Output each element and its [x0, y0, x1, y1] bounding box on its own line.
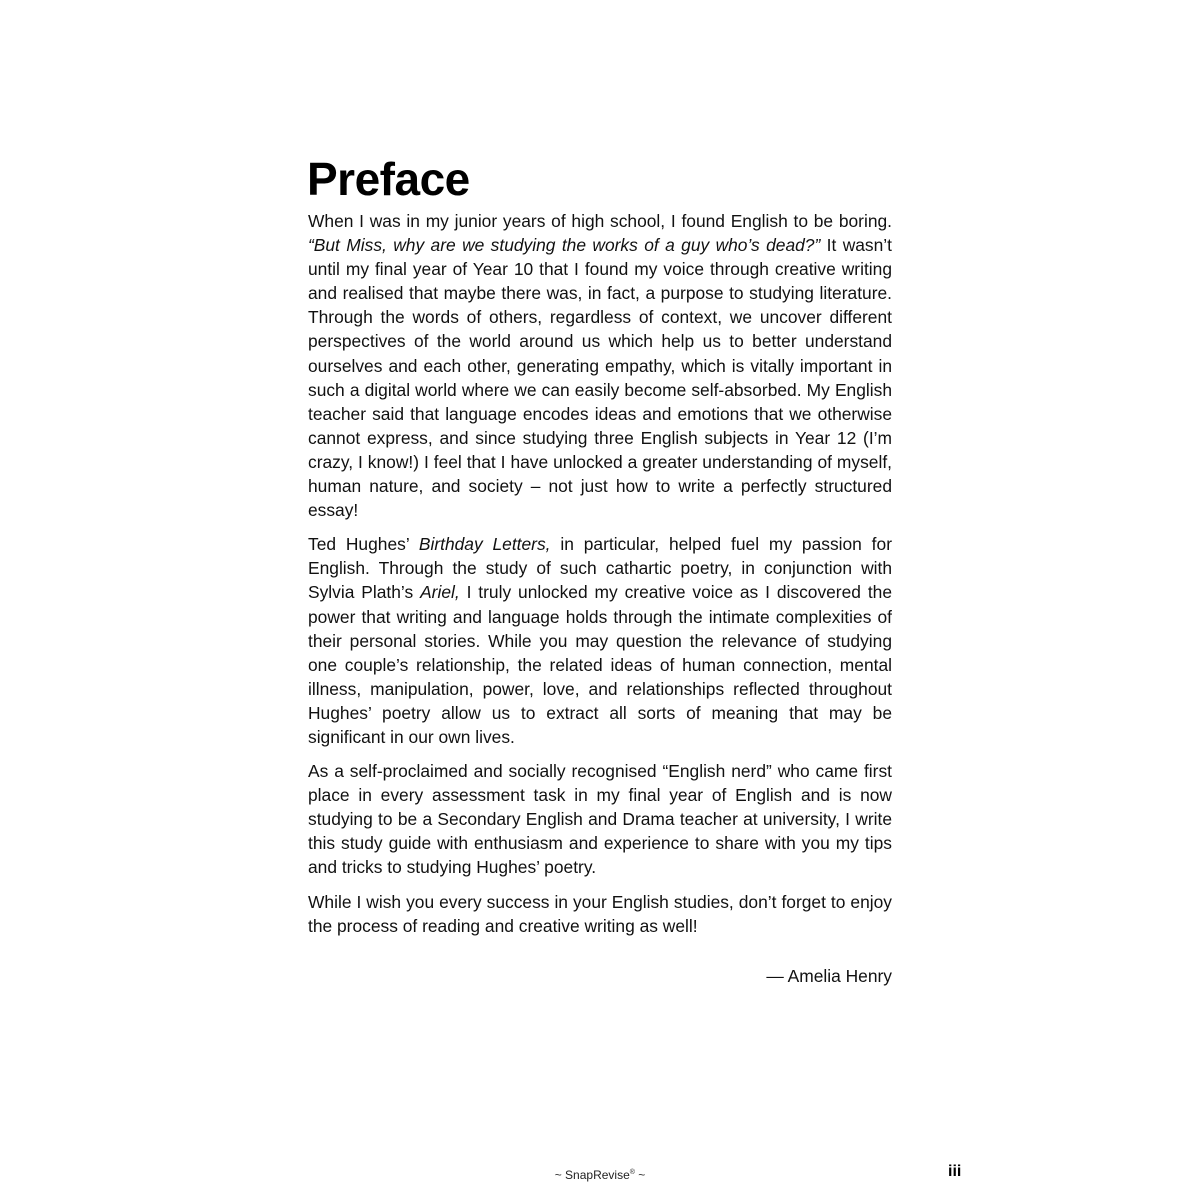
preface-body	[308, 209, 892, 948]
author-signature: — Amelia Henry	[766, 966, 892, 986]
footer-brand	[0, 1166, 1200, 1182]
paragraph-1	[308, 209, 892, 522]
italic-text: Ariel,	[420, 582, 460, 603]
paragraph-3	[308, 759, 892, 879]
paragraph-text: Ted Hughes’	[308, 534, 419, 555]
italic-text: Birthday Letters,	[418, 534, 551, 555]
registered-mark: ®	[629, 1169, 635, 1176]
italic-text: “But Miss, why are we studying the works of a guy who’s dead?”	[308, 235, 821, 256]
paragraph-text: As a self-proclaimed and socially recognised “English nerd” who came first place in every assessment task in my final year of English and is now studying to be a Secondary English and Drama teacher at university, I write this study guide with enthusiasm and experience to share with you my tips and tricks to studying Hughes’ poetry.	[308, 761, 892, 878]
paragraph-text: It wasn’t until my final year of Year 10 that I found my voice through creative writing and realised that maybe there was, in fact, a purpose to studying literature. Through the words of others, regardless of context, we uncover different perspectives of the world around us which help us to better understand ourselves and each other, generating empathy, which is vitally important in such a digital world where we can easily become self-absorbed. My English teacher said that language encodes ideas and emotions that we otherwise cannot express, and since studying three English subjects in Year 12 (I’m crazy, I know!) I feel that I have unlocked a greater understanding of myself, human nature, and society – not just how to write a perfectly structured essay!	[308, 235, 892, 521]
paragraph-4	[308, 890, 892, 938]
paragraph-text: When I was in my junior years of high school, I found English to be boring.	[308, 211, 892, 231]
paragraph-text: I truly unlocked my creative voice as I discovered the power that writing and language holds through the intimate complexities of their personal stories. While you may question the relevance of studying one couple’s relationship, the related ideas of human connection, mental illness, manipulation, power, love, and relationships reflected throughout Hughes’ poetry allow us to extract all sorts of meaning that may be significant in our own lives.	[308, 582, 893, 747]
footer-tilde-right: ~	[638, 1168, 646, 1182]
footer-tilde-left: ~	[554, 1168, 562, 1182]
page-title: Preface	[307, 153, 470, 205]
paragraph-2	[308, 532, 892, 749]
paragraph-text: in particular, helped fuel my passion for English. Through the study of such cathartic poetry, in conjunction with Sylvia Plath’s	[308, 534, 892, 603]
brand-name: SnapRevise	[565, 1168, 630, 1182]
page-number: iii	[948, 1163, 962, 1180]
paragraph-text: While I wish you every success in your English studies, don’t forget to enjoy the process of reading and creative writing as well!	[308, 891, 892, 936]
